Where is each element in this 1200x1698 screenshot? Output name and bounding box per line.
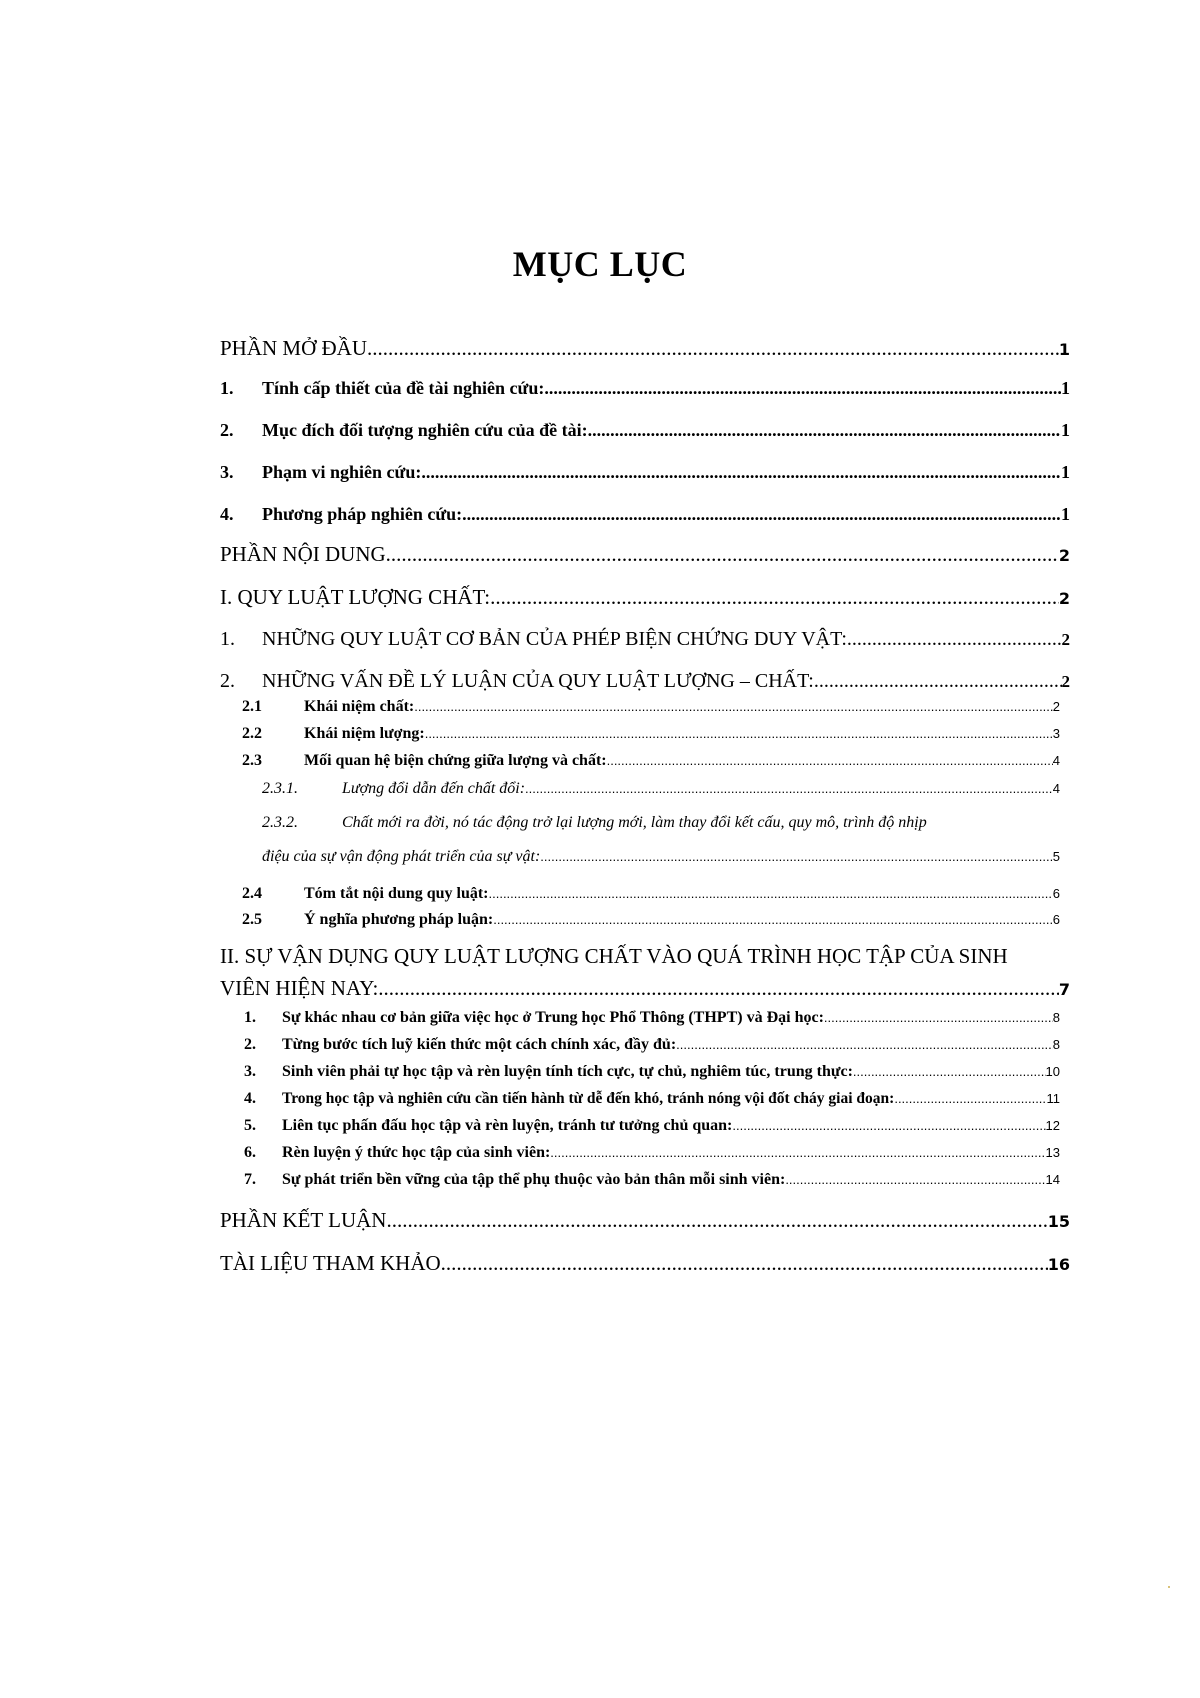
dot-leader — [441, 1251, 1048, 1276]
toc-entry-text: Tính cấp thiết của đề tài nghiên cứu: — [262, 378, 545, 398]
toc-entry-text: Mục đích đối tượng nghiên cứu của đề tài: — [262, 420, 588, 440]
toc-entry-number: 3. — [220, 462, 234, 482]
dot-leader — [847, 628, 1062, 651]
toc-entry-number: 7. — [244, 1171, 256, 1188]
toc-entry-text: VIÊN HIỆN NAY: — [220, 976, 379, 1000]
toc-entry-text: NHỮNG QUY LUẬT CƠ BẢN CỦA PHÉP BIỆN CHỨNG DUY VẬT: — [262, 628, 847, 650]
toc-page-number: 16 — [1047, 1255, 1070, 1274]
toc-entry-number: 6. — [244, 1144, 256, 1161]
toc-page-number: 2 — [1052, 699, 1060, 714]
toc-page-number: 7 — [1058, 980, 1070, 999]
toc-entry-phan-ket-luan[interactable] — [220, 1208, 1070, 1233]
dot-leader — [676, 1037, 1053, 1052]
toc-entry-text: Tóm tắt nội dung quy luật: — [304, 885, 489, 902]
toc-entry-number: 1. — [220, 378, 234, 398]
dot-leader — [386, 1208, 1047, 1233]
toc-entry-number: 4. — [220, 504, 234, 524]
toc-entry-number: 2.2 — [242, 725, 262, 742]
toc-entry-text: Trong học tập và nghiên cứu cần tiến hành từ dễ đến khó, tránh nóng vội đốt cháy giai đoạn: — [282, 1090, 895, 1107]
toc-entry-section-2-2[interactable] — [244, 1036, 1060, 1054]
dot-leader — [814, 670, 1062, 693]
toc-entry-mo-dau-2[interactable] — [220, 420, 1070, 441]
toc-page-number: 6 — [1052, 912, 1060, 927]
toc-entry-number: 1. — [244, 1009, 256, 1026]
toc-entry-text: Khái niệm lượng: — [304, 725, 425, 742]
toc-page-number: 1 — [1058, 340, 1070, 359]
toc-entry-phan-noi-dung[interactable] — [220, 542, 1070, 567]
dot-leader — [732, 1118, 1045, 1133]
toc-entry-section-1[interactable] — [220, 585, 1070, 610]
toc-page-number: 8 — [1052, 1010, 1060, 1025]
dot-leader — [378, 976, 1059, 1001]
toc-page-number: 11 — [1046, 1091, 1060, 1106]
toc-entry-number: 4. — [244, 1090, 256, 1107]
toc-entry-number: 2. — [244, 1036, 256, 1053]
dot-leader — [588, 420, 1061, 441]
dot-leader — [894, 1091, 1046, 1106]
toc-entry-text-continued: điệu của sự vận động phát triển của sự vật: — [262, 848, 541, 865]
toc-entry-section-2-1[interactable] — [244, 1009, 1060, 1027]
dot-leader — [489, 886, 1053, 901]
toc-entry-section-1-2[interactable] — [220, 670, 1070, 693]
toc-entry-section-2-line1[interactable]: II. SỰ VẬN DỤNG QUY LUẬT LƯỢNG CHẤT VÀO QUÁ TRÌNH HỌC TẬP CỦA SINH — [220, 944, 1008, 968]
toc-page-number: 1 — [1061, 378, 1070, 398]
toc-page-number: 8 — [1052, 1037, 1060, 1052]
toc-entry-text: Liên tục phấn đấu học tập và rèn luyện, tránh tư tưởng chủ quan: — [282, 1117, 733, 1134]
toc-entry-section-2-7[interactable] — [244, 1171, 1060, 1189]
scan-speck — [1168, 1586, 1170, 1588]
toc-entry-number: 3. — [244, 1063, 256, 1080]
dot-leader — [490, 585, 1059, 610]
dot-leader — [493, 912, 1053, 927]
toc-page-number: 5 — [1052, 849, 1060, 864]
toc-page-number: 1 — [1061, 504, 1070, 524]
toc-title: MỤC LỤC — [512, 244, 688, 284]
toc-entry-text: PHẦN MỞ ĐẦU — [220, 336, 368, 360]
toc-entry-section-1-1[interactable] — [220, 628, 1070, 651]
dot-leader — [525, 781, 1053, 796]
toc-entry-text: Ý nghĩa phương pháp luận: — [304, 911, 494, 928]
toc-entry-section-2[interactable] — [220, 976, 1070, 1001]
toc-entry-number: 5. — [244, 1117, 256, 1134]
toc-entry-text: Phương pháp nghiên cứu: — [262, 504, 463, 524]
toc-entry-section-2-5[interactable] — [244, 1117, 1060, 1135]
toc-entry-text: NHỮNG VẤN ĐỀ LÝ LUẬN CỦA QUY LUẬT LƯỢNG – CHẤT: — [262, 670, 814, 692]
toc-page-number: 6 — [1052, 886, 1060, 901]
toc-page-number: 1 — [1061, 420, 1070, 440]
toc-entry-number: 2.1 — [242, 698, 262, 715]
toc-entry-text: Rèn luyện ý thức học tập của sinh viên: — [282, 1144, 551, 1161]
toc-entry-text: PHẦN KẾT LUẬN — [220, 1208, 387, 1232]
toc-entry-number: 2. — [220, 420, 234, 440]
toc-entry-2-3[interactable] — [242, 752, 1060, 770]
toc-entry-text: Chất mới ra đời, nó tác động trở lại lượng mới, làm thay đổi kết cấu, quy mô, trình độ nhịp — [342, 814, 927, 831]
dot-leader — [414, 699, 1053, 714]
toc-page-number: 12 — [1045, 1118, 1060, 1133]
toc-entry-number: 2.3.1. — [262, 780, 298, 797]
toc-page-number: 3 — [1052, 726, 1060, 741]
toc-entry-text: I. QUY LUẬT LƯỢNG CHẤT: — [220, 585, 491, 609]
toc-entry-number: 2.4 — [242, 885, 262, 902]
toc-entry-section-2-3[interactable] — [244, 1063, 1060, 1081]
toc-entry-number: 2.5 — [242, 911, 262, 928]
toc-entry-phan-mo-dau[interactable] — [220, 336, 1070, 361]
toc-entry-2-3-2[interactable] — [262, 814, 1060, 832]
toc-page-number: 4 — [1052, 781, 1060, 796]
toc-entry-text: Sự khác nhau cơ bản giữa việc học ở Trung học Phổ Thông (THPT) và Đại học: — [282, 1009, 824, 1026]
toc-page-number: 1 — [1061, 462, 1070, 482]
toc-entry-text: Sinh viên phải tự học tập và rèn luyện tính tích cực, tự chủ, nghiêm túc, trung thực: — [282, 1063, 853, 1080]
dot-leader — [853, 1064, 1046, 1079]
toc-entry-number: 2.3.2. — [262, 814, 298, 831]
toc-entry-2-4[interactable] — [242, 885, 1060, 903]
toc-entry-2-1[interactable] — [242, 698, 1060, 716]
dot-leader — [785, 1172, 1045, 1187]
dot-leader — [607, 753, 1053, 768]
dot-leader — [425, 726, 1053, 741]
toc-entry-2-3-1[interactable] — [262, 780, 1060, 798]
toc-entry-text: Lượng đổi dẫn đến chất đổi: — [342, 780, 526, 797]
toc-entry-text: PHẦN NỘI DUNG — [220, 542, 386, 566]
toc-entry-tai-lieu[interactable] — [220, 1251, 1070, 1276]
toc-page-number: 14 — [1045, 1172, 1060, 1187]
toc-entry-number: 2. — [220, 670, 235, 692]
toc-page-number: 2 — [1061, 672, 1070, 691]
toc-entry-mo-dau-4[interactable] — [220, 504, 1070, 525]
toc-entry-text: Phạm vi nghiên cứu: — [262, 462, 422, 482]
toc-entry-text: Khái niệm chất: — [304, 698, 415, 715]
toc-entry-mo-dau-1[interactable] — [220, 378, 1070, 399]
toc-entry-mo-dau-3[interactable] — [220, 462, 1070, 483]
dot-leader — [550, 1145, 1045, 1160]
toc-entry-text: Sự phát triển bền vững của tập thể phụ thuộc vào bản thân mỗi sinh viên: — [282, 1171, 786, 1188]
dot-leader — [386, 542, 1059, 567]
toc-entry-text: TÀI LIỆU THAM KHẢO — [220, 1251, 441, 1275]
toc-entry-section-2-6[interactable] — [244, 1144, 1060, 1162]
dot-leader — [824, 1010, 1053, 1025]
toc-entry-2-5[interactable] — [242, 911, 1060, 929]
toc-entry-2-2[interactable] — [242, 725, 1060, 743]
dot-leader — [540, 849, 1052, 864]
toc-page-number: 2 — [1061, 630, 1070, 649]
toc-page-number: 15 — [1047, 1212, 1070, 1231]
toc-page-number: 2 — [1058, 589, 1070, 608]
toc-page-number: 2 — [1058, 546, 1070, 565]
toc-page-number: 4 — [1052, 753, 1060, 768]
toc-page-number: 10 — [1045, 1064, 1060, 1079]
toc-entry-number: 1. — [220, 628, 235, 650]
toc-entry-section-2-4[interactable] — [244, 1090, 1060, 1108]
toc-entry-number: 2.3 — [242, 752, 262, 769]
toc-entry-text: Từng bước tích luỹ kiến thức một cách chính xác, đầy đủ: — [282, 1036, 677, 1053]
toc-entry-text: Mối quan hệ biện chứng giữa lượng và chất: — [304, 752, 607, 769]
dot-leader — [544, 378, 1061, 399]
dot-leader — [462, 504, 1061, 525]
toc-page-number: 13 — [1045, 1145, 1060, 1160]
dot-leader — [367, 336, 1059, 361]
dot-leader — [421, 462, 1061, 483]
toc-entry-2-3-2-continued[interactable] — [262, 848, 1060, 866]
